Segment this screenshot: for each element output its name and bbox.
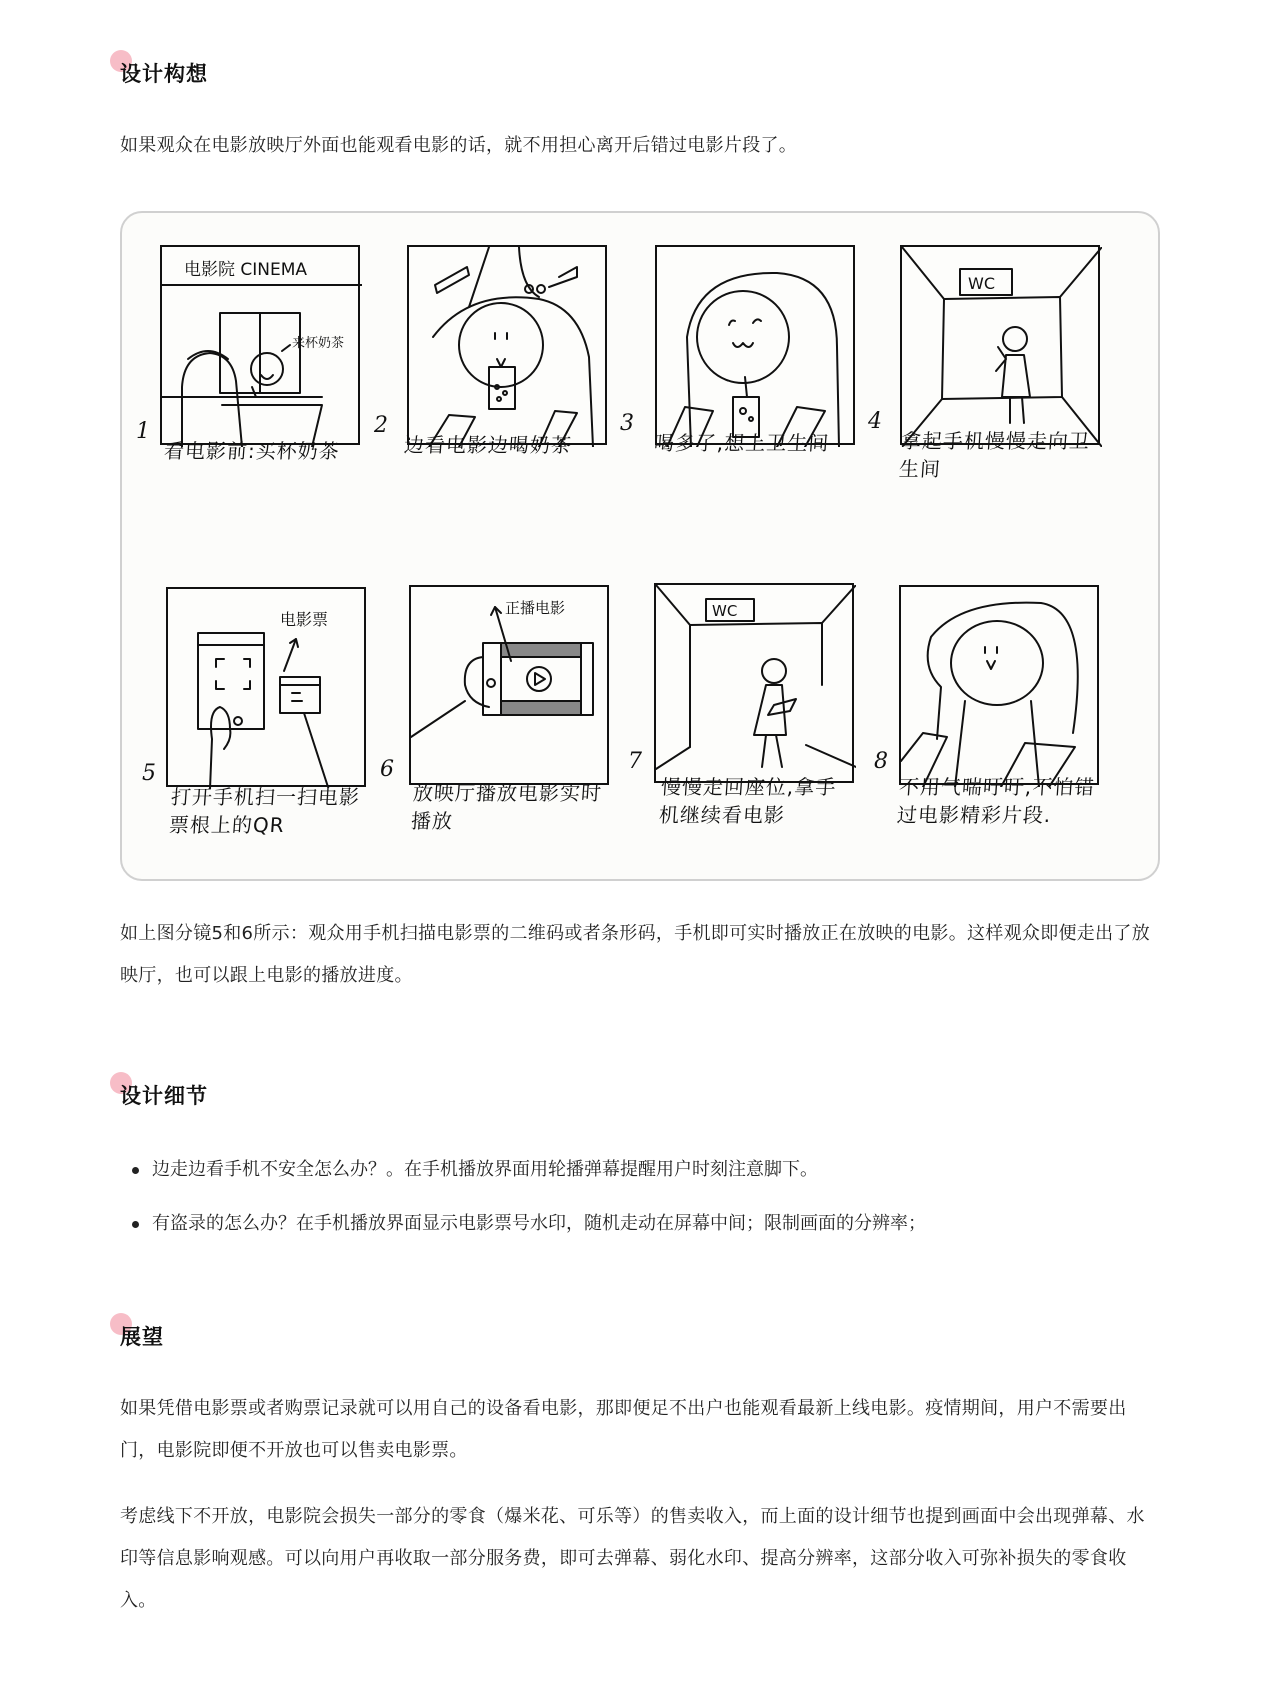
panel-number-6: 6 xyxy=(380,757,394,782)
panel-caption-1: 看电影前:买杯奶茶 xyxy=(163,439,341,463)
bullet-icon xyxy=(132,1167,139,1174)
bullet-icon xyxy=(132,1221,139,1228)
scan-ticket-drawing-icon xyxy=(168,589,368,789)
storyboard-panel-3 xyxy=(655,245,855,445)
storyboard-panel-1 xyxy=(160,245,360,445)
storyboard-panel-8 xyxy=(899,585,1099,785)
storyboard-image xyxy=(120,211,1160,881)
list-item: 有盗录的怎么办？在手机播放界面显示电影票号水印，随机走动在屏幕中间；限制画面的分辨率； xyxy=(130,1211,1160,1265)
panel-caption-6: 放映厅播放电影实时播放 xyxy=(410,781,603,833)
panel-number-4: 4 xyxy=(868,409,882,434)
panel-caption-3: 喝多了,想上卫生间 xyxy=(653,431,831,455)
svg-text:WC: WC xyxy=(968,274,995,293)
outlook-paragraph-2: 考虑线下不开放，电影院会损失一部分的零食（爆米花、可乐等）的售卖收入，而上面的设计细节也提到画面中会出现弹幕、水印等信息影响观感。可以向用户再收取一部分服务费，即可去弹幕、弱化水印、提高分辨率，这部分收入可弥补损失的零食收入。 xyxy=(120,1506,1145,1611)
panel-number-5: 5 xyxy=(142,761,156,786)
panel-number-7: 7 xyxy=(628,749,642,774)
storyboard-panel-2 xyxy=(407,245,607,445)
concept-intro: 如果观众在电影放映厅外面也能观看电影的话，就不用担心离开后错过电影片段了。 xyxy=(120,135,798,156)
svg-text:正播电影: 正播电影 xyxy=(505,599,566,617)
details-bullet-list xyxy=(130,1157,1160,1265)
panel-number-2: 2 xyxy=(374,413,388,438)
section-heading-details: 设计细节 xyxy=(120,1080,208,1110)
section-heading-outlook: 展望 xyxy=(120,1321,164,1351)
svg-text:电影院 CINEMA: 电影院 CINEMA xyxy=(184,260,308,280)
phone-playing-movie-drawing-icon xyxy=(411,587,611,787)
storyboard-panel-4 xyxy=(900,245,1100,445)
storyboard-panel-6 xyxy=(409,585,609,785)
storyboard-panel-7 xyxy=(654,583,854,783)
list-item: 边走边看手机不安全怎么办？。在手机播放界面用轮播弹幕提醒用户时刻注意脚下。 xyxy=(130,1157,1160,1211)
panel-caption-2: 边看电影边喝奶茶 xyxy=(403,433,573,457)
panel-caption-8: 不用气喘吁吁,不怕错过电影精彩片段. xyxy=(896,775,1097,827)
seat-drinking-drawing-icon xyxy=(409,247,609,447)
seat-relaxed-drawing-icon xyxy=(901,587,1101,787)
walk-back-watching-drawing-icon xyxy=(656,585,856,785)
svg-text:电影票: 电影票 xyxy=(280,610,329,629)
panel-number-1: 1 xyxy=(136,419,150,444)
panel-caption-7: 慢慢走回座位,拿手机继续看电影 xyxy=(658,775,838,827)
svg-text:WC: WC xyxy=(712,602,738,620)
panel-caption-5: 打开手机扫一扫电影票根上的QR xyxy=(168,785,361,837)
section-heading-concept: 设计构想 xyxy=(120,58,208,88)
panel-number-3: 3 xyxy=(620,411,634,436)
storyboard-panel-5 xyxy=(166,587,366,787)
panel-caption-4: 拿起手机慢慢走向卫生间 xyxy=(898,429,1091,481)
svg-text:来杯奶茶: 来杯奶茶 xyxy=(292,336,345,351)
cinema-counter-drawing-icon xyxy=(162,247,362,447)
wc-corridor-drawing-icon xyxy=(902,247,1102,447)
concept-explanation: 如上图分镜5和6所示：观众用手机扫描电影票的二维码或者条形码，手机即可实时播放正在放映的电影。这样观众即便走出了放映厅，也可以跟上电影的播放进度。 xyxy=(120,923,1150,986)
panel-number-8: 8 xyxy=(874,749,888,774)
outlook-paragraph-1: 如果凭借电影票或者购票记录就可以用自己的设备看电影，那即便足不出户也能观看最新上线电影。疫情期间，用户不需要出门，电影院即便不开放也可以售卖电影票。 xyxy=(120,1398,1127,1461)
seat-worried-drawing-icon xyxy=(657,247,857,447)
